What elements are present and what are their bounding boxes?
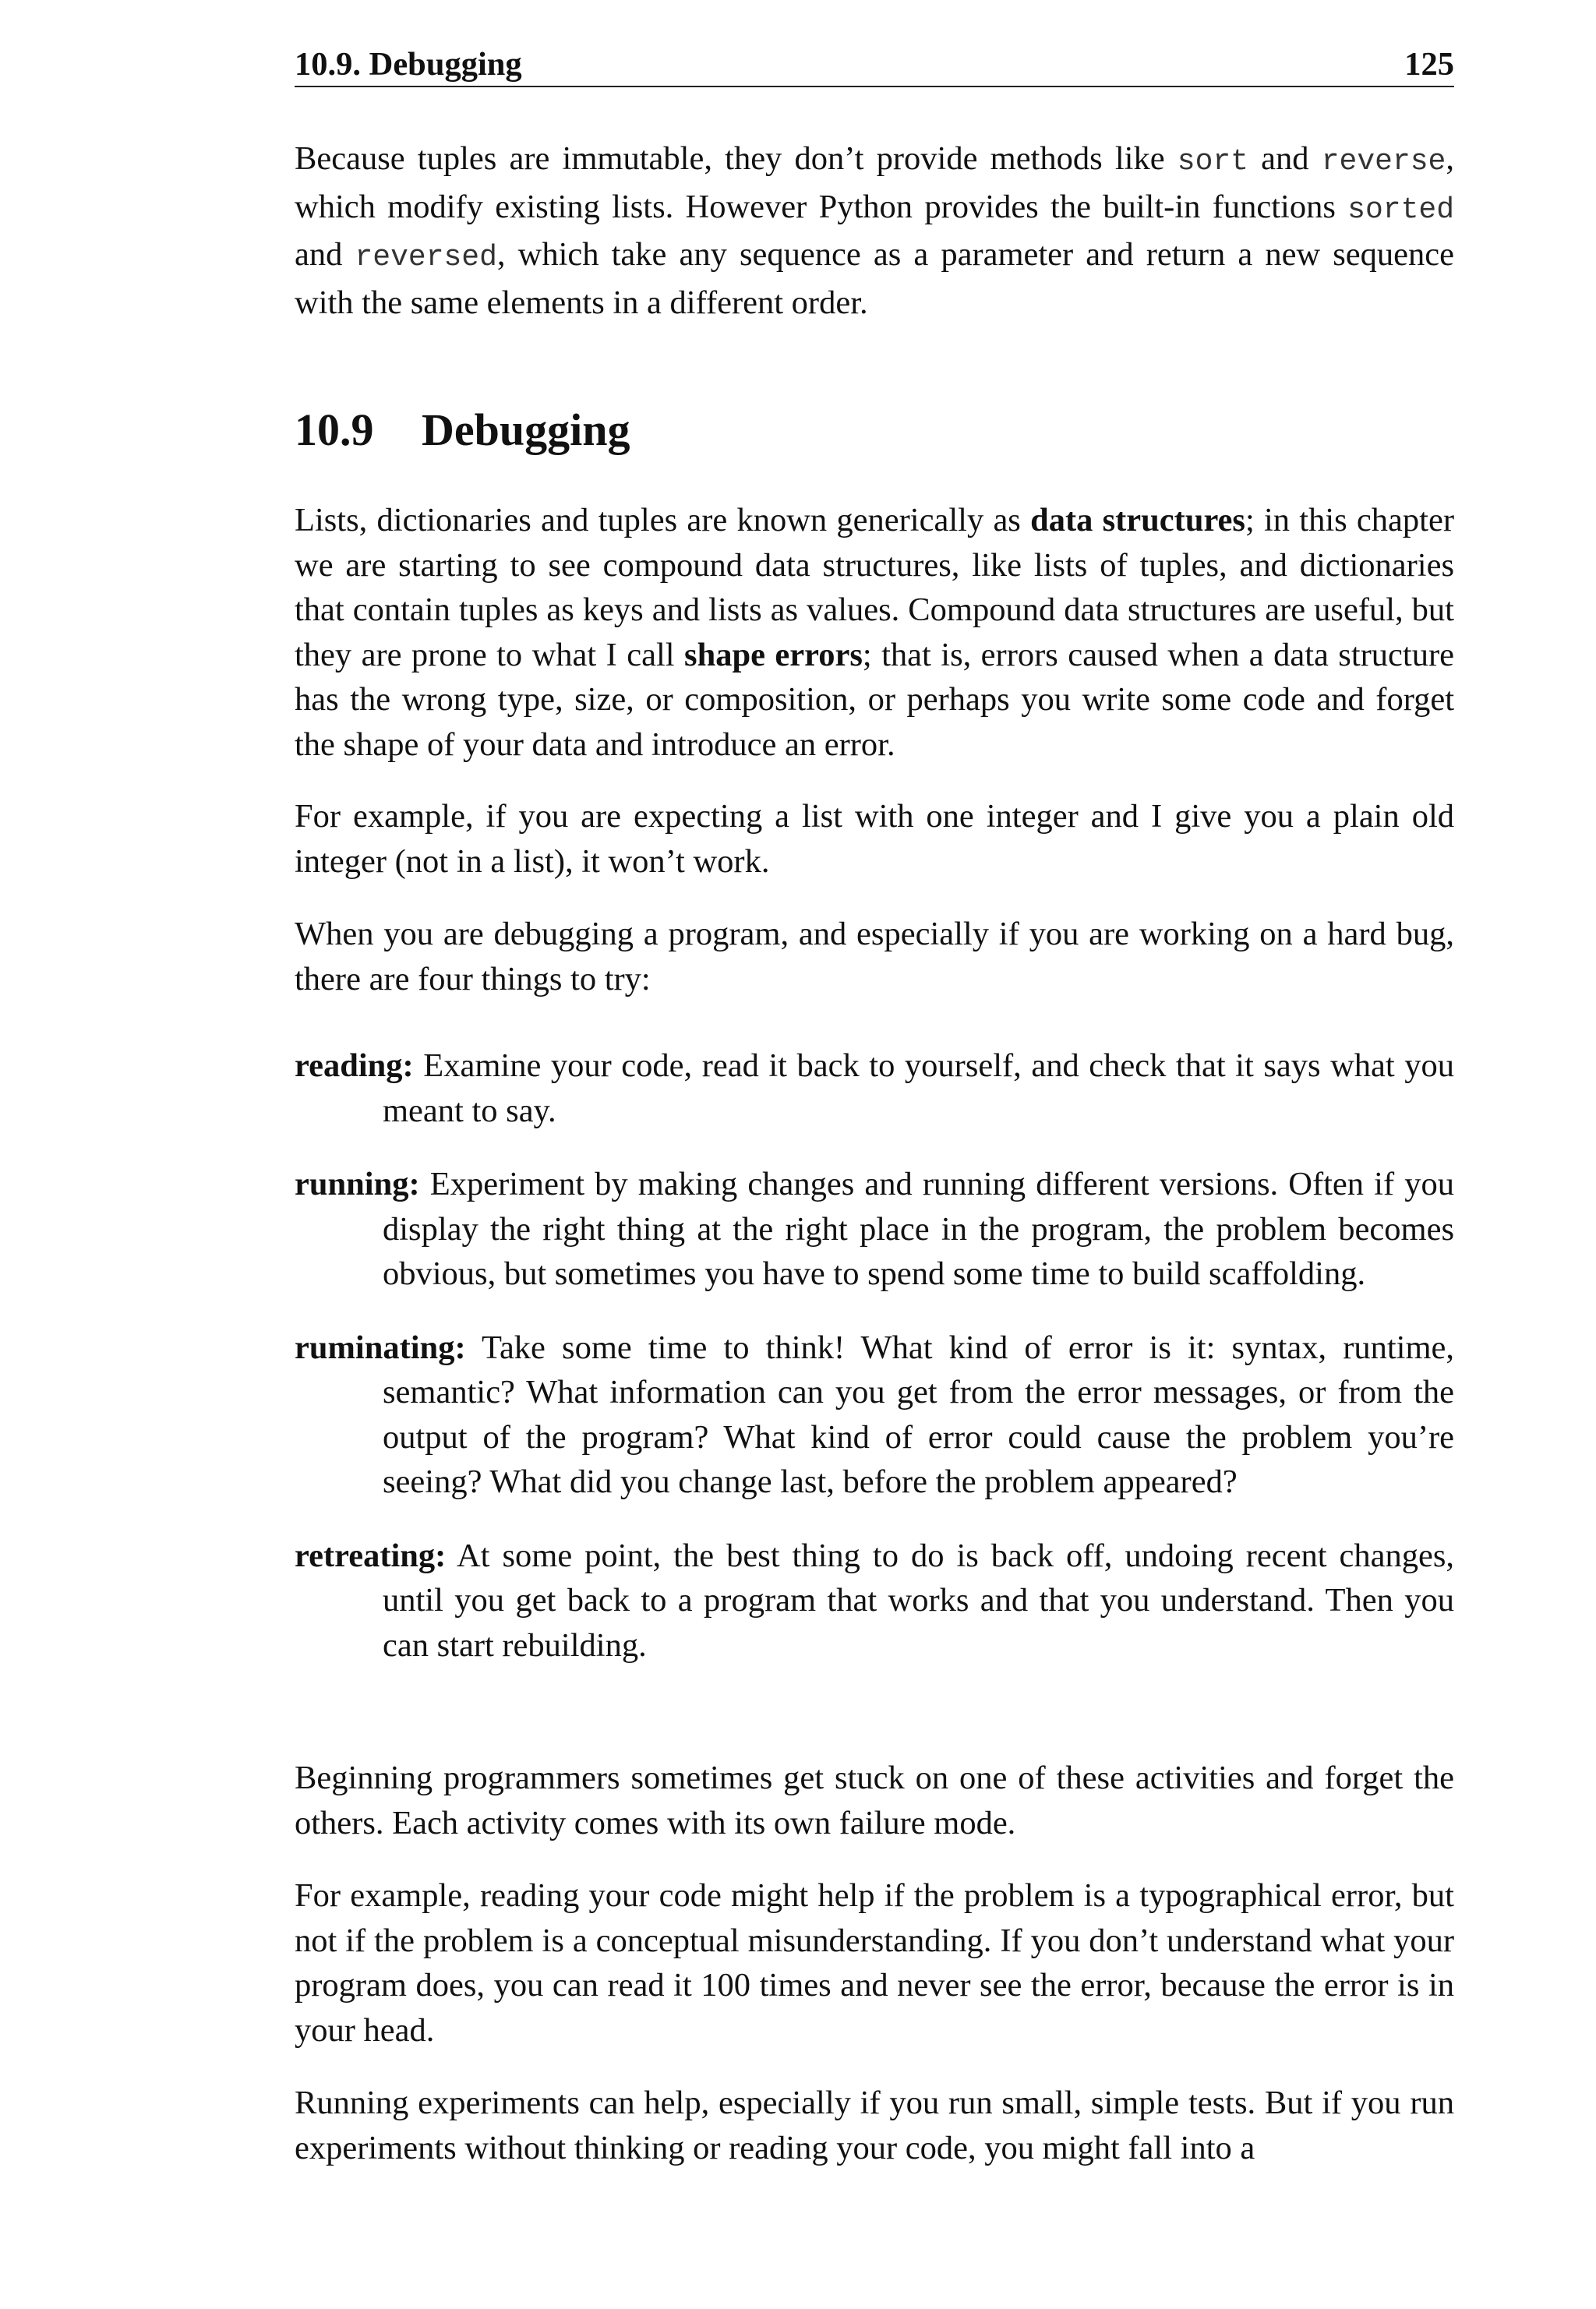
item-term: running: [295, 1166, 420, 1202]
section-number: 10.9 [295, 404, 374, 455]
section-heading [295, 403, 630, 457]
text-run: ; in this chapter we are starting to see compound data structures, like lists of tuples, and dictionaries that contain tuples as keys and lists as values. Compound data structures are useful, but they are prone to what I call [295, 502, 1454, 673]
paragraph-text: When you are debugging a program, and especially if you are working on a hard bug, there are four things to try: [295, 916, 1454, 997]
text-run: , which modify existing lists. However Python provides the built-in functions [295, 140, 1454, 225]
item-description: Take some time to think! What kind of error is it: syntax, runtime, semantic? What information can you get from the error messages, or from the output of the program? What kind of error could cause the problem you’re seeing? What did you change last, before the problem appeared? [383, 1329, 1455, 1500]
item-description: Experiment by making changes and running different versions. Often if you display the right thing at the right place in the program, the problem becomes obvious, but sometimes you have to spend some time to build scaffolding. [383, 1166, 1454, 1292]
code-reverse: reverse [1321, 145, 1446, 178]
text-run: ; that is, errors caused when a data structure has the wrong type, size, or composition, or perhaps you write some code and forget the shape of your data and introduce an error. [295, 636, 1454, 763]
text-run: , which take any sequence as a parameter and return a new sequence with the same elements in a different order. [295, 236, 1454, 321]
item-term: ruminating: [295, 1329, 466, 1366]
page-number: 125 [1404, 46, 1454, 83]
list-item-ruminating [295, 1326, 1454, 1505]
list-item-reading [295, 1043, 1454, 1133]
item-term: reading: [295, 1047, 414, 1084]
paragraph-beginning-programmers [295, 1756, 1454, 1845]
section-title: Debugging [422, 404, 630, 455]
intro-paragraph [295, 136, 1454, 325]
running-header [295, 37, 1454, 87]
paragraph-text: For example, reading your code might help if the problem is a typographical error, but not if the problem is a conceptual misunderstanding. If you don’t understand what your program does, you can read it 100 times and never see the error, because the error is in your head. [295, 1877, 1454, 2049]
item-description: At some point, the best thing to do is back off, undoing recent changes, until you get back to a program that works and that you understand. Then you can start rebuilding. [383, 1537, 1455, 1664]
list-item-retreating [295, 1534, 1454, 1668]
item-description: Examine your code, read it back to yourself, and check that it says what you meant to say. [383, 1047, 1454, 1129]
debugging-activities-list [295, 1043, 1454, 1696]
paragraph-text: Running experiments can help, especially if you run small, simple tests. But if you run experiments without thinking or reading your code, you might fall into a [295, 2085, 1454, 2166]
paragraph-data-structures [295, 498, 1454, 767]
code-sorted: sorted [1347, 192, 1454, 227]
term-shape-errors: shape errors [684, 636, 863, 673]
text-run: Because tuples are immutable, they don’t provide methods like [295, 140, 1178, 177]
paragraph-text: For example, if you are expecting a list with one integer and I give you a plain old integer (not in a list), it won’t work. [295, 798, 1454, 880]
code-reversed: reversed [355, 241, 497, 274]
list-item-running [295, 1162, 1454, 1297]
paragraph-example [295, 794, 1454, 884]
paragraph-four-things [295, 912, 1454, 1001]
paragraph-reading-example [295, 1873, 1454, 2053]
term-data-structures: data structures [1030, 502, 1245, 538]
paragraph-running-experiments [295, 2081, 1454, 2170]
header-section-title: 10.9. Debugging [295, 46, 522, 83]
paragraph-text: Beginning programmers sometimes get stuck on one of these activities and forget the others. Each activity comes with its own failure mode. [295, 1760, 1454, 1841]
text-run: and [295, 236, 355, 273]
text-run: Lists, dictionaries and tuples are known generically as [295, 502, 1031, 538]
text-run: and [1248, 140, 1322, 177]
code-sort: sort [1177, 145, 1248, 178]
item-term: retreating: [295, 1537, 447, 1574]
